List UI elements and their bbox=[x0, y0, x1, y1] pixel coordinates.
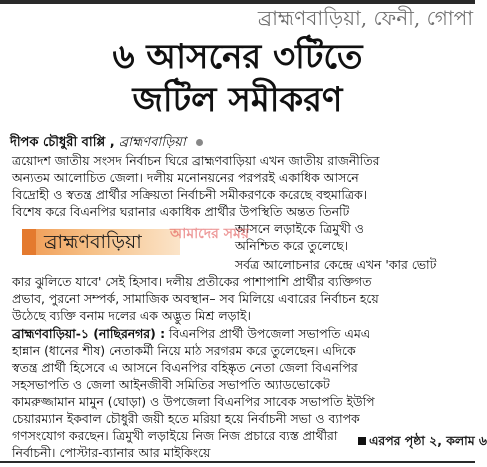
body-line: সহসভাপতি ও জেলা আইনজীবী সমিতির সভাপতি অ্যাডভোকেট bbox=[12, 377, 330, 392]
body-line: কামরুজ্জামান মামুন (ঘোড়া) ও উপজেলা বিএনপির সাবেক সভাপতি ইউপি bbox=[12, 394, 375, 409]
body-line: চেয়ারম্যান ইকবাল চৌধুরী জয়ী হতে মরিয়া হয়ে নির্বাচনী সভা ও ব্যাপক bbox=[12, 411, 360, 426]
continuation-label: এরপর পৃষ্ঠা ২, কলাম ৬ bbox=[369, 433, 487, 448]
place-box-accent bbox=[22, 229, 36, 255]
headline-line-1: ৬ আসনের ৩টিতে bbox=[112, 37, 363, 77]
section-place-label: ব্রাহ্মণবাড়িয়া bbox=[44, 231, 142, 253]
bottom-rule bbox=[0, 461, 475, 463]
continuation-marker-icon bbox=[358, 437, 366, 445]
body-line: বিদ্রোহী ও স্বতন্ত্র প্রার্থীর সক্রিয়তা নির্বাচনী সমীকরণকে করেছে বহুমাত্রিক। bbox=[12, 187, 368, 202]
bullet-icon bbox=[196, 139, 203, 146]
byline-place: ব্রাহ্মণবাড়িয়া bbox=[118, 135, 186, 150]
body-line: হান্নান (ধানের শীষ) নেতাকর্মী নিয়ে মাঠ সরগরম করে তুলেছেন। এদিকে bbox=[12, 343, 356, 358]
body-line: কার ঝুলিতে যাবে' সেই হিসাব। দলীয় প্রতীকের পাশাপাশি প্রার্থীর ব্যক্তিগত bbox=[12, 274, 372, 289]
body-line: বিশেষ করে বিএনপির ঘরানার একাধিক প্রার্থীর উপস্থিতি অন্তত তিনটি bbox=[12, 204, 350, 219]
watermark: আমাদের সময় bbox=[170, 226, 249, 242]
headline-line-2: জটিল সমীকরণ bbox=[132, 80, 343, 120]
section-head: ব্রাহ্মণবাড়িয়া-১ (নাছিরনগর) : bbox=[12, 326, 166, 341]
section-text: বিএনপির প্রার্থী উপজেলা সভাপতি এমএ bbox=[168, 326, 371, 341]
body-line: ত্রয়োদশ জাতীয় সংসদ নির্বাচন ঘিরে ব্রাহ্মণবাড়িয়া এখন জাতীয় রাজনীতির bbox=[12, 153, 380, 168]
byline-author: দীপক চৌধুরী বাপ্পি , bbox=[10, 135, 115, 150]
body-line: উঠেছে ব্যক্তি বনাম দলের এক অদ্ভুত মিশ্র লড়াই। bbox=[12, 308, 251, 323]
section-paragraph-first-line bbox=[12, 325, 464, 342]
running-head: ব্রাহ্মণবাড়িয়া, ফেনী, গোপা bbox=[257, 6, 473, 30]
body-line: আসনে লড়াইকে ত্রিমুখী ও bbox=[235, 221, 364, 236]
body-line: অন্যতম আলোচিত জেলা। দলীয় মনোনয়নের পরপরই একাধিক আসনে bbox=[12, 170, 359, 185]
body-line: অনিশ্চিত করে তুলেছে। bbox=[235, 238, 349, 253]
body-line: সর্বত্র আলোচনার কেন্দ্রে এখন 'কার ভোট bbox=[235, 257, 437, 272]
body-line: গণসংযোগ করছেন। ত্রিমুখী লড়াইয়ে নিজ নিজ প্রচারে ব্যস্ত প্রার্থীরা bbox=[12, 428, 338, 443]
byline bbox=[10, 133, 203, 154]
body-line: প্রভাব, পুরনো সম্পর্ক, সামাজিক অবস্থান– সব মিলিয়ে এবারের নির্বাচন হয়ে bbox=[12, 291, 379, 306]
body-line: স্বতন্ত্র প্রার্থী হিসেবে এ আসনে বিএনপির বহিষ্কৃত নেতা জেলা বিএনপির bbox=[12, 360, 358, 375]
body-line: নির্বাচনী। পোস্টার-ব্যানার আর মাইকিংয়ে bbox=[12, 445, 211, 460]
